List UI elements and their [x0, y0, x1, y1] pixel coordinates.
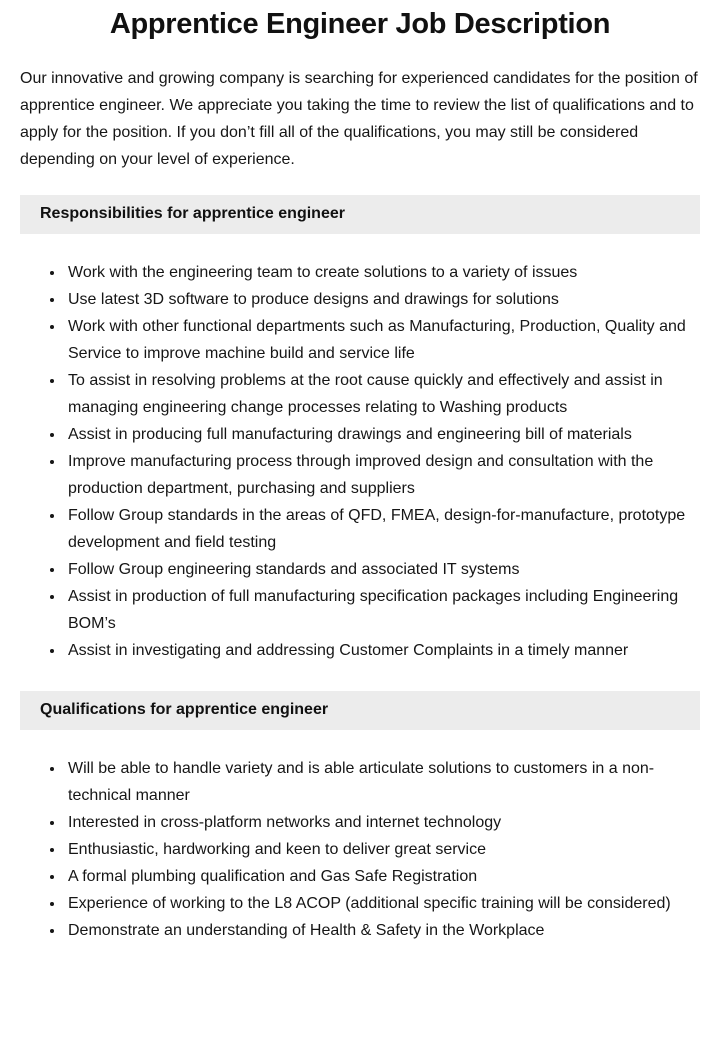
list-item: • Assist in producing full manufacturing drawings and engineering bill of materials — [65, 421, 700, 448]
list-item: • Improve manufacturing process through improved design and consultation with the production department, purchasing and suppliers — [65, 448, 700, 502]
list-item: • Interested in cross-platform networks and internet technology — [65, 809, 700, 836]
intro-paragraph: Our innovative and growing company is searching for experienced candidates for the position of apprentice engineer. We appreciate you taking the time to review the list of qualifications and to apply for the position. If you don’t fill all of the qualifications, you may still be considered depending on your level of experience. — [20, 70, 698, 169]
list-item: • Assist in production of full manufacturing specification packages including Engineering BOM’s — [65, 583, 700, 637]
list-item: • Work with the engineering team to create solutions to a variety of issues — [65, 259, 700, 286]
list-item: • To assist in resolving problems at the root cause quickly and effectively and assist in managing engineering change processes relating to Washing products — [65, 367, 700, 421]
list-item: • A formal plumbing qualification and Gas Safe Registration — [65, 863, 700, 890]
page-title: Apprentice Engineer Job Description — [109, 8, 611, 40]
list-item: • Assist in investigating and addressing Customer Complaints in a timely manner — [65, 637, 700, 664]
list-item: • Follow Group standards in the areas of QFD, FMEA, design-for-manufacture, prototype development and field testing — [65, 502, 700, 556]
list-item: • Follow Group engineering standards and associated IT systems — [65, 556, 700, 583]
section-heading-text: Qualifications for apprentice engineer — [40, 701, 329, 719]
list-item: • Use latest 3D software to produce designs and drawings for solutions — [65, 286, 700, 313]
qualifications-list — [20, 755, 700, 944]
section-heading-text: Responsibilities for apprentice engineer — [40, 205, 345, 223]
section-header-responsibilities — [20, 195, 700, 234]
list-item: • Enthusiastic, hardworking and keen to deliver great service — [65, 836, 700, 863]
job-description-document — [0, 6, 720, 944]
responsibilities-list — [20, 259, 700, 664]
list-item: • Demonstrate an understanding of Health & Safety in the Workplace — [65, 917, 700, 944]
list-item: • Experience of working to the L8 ACOP (additional specific training will be considered) — [65, 890, 700, 917]
list-item: • Work with other functional departments such as Manufacturing, Production, Quality and Service to improve machine build and service life — [65, 313, 700, 367]
section-header-qualifications — [20, 691, 700, 730]
list-item: • Will be able to handle variety and is able articulate solutions to customers in a non-technical manner — [65, 755, 700, 809]
